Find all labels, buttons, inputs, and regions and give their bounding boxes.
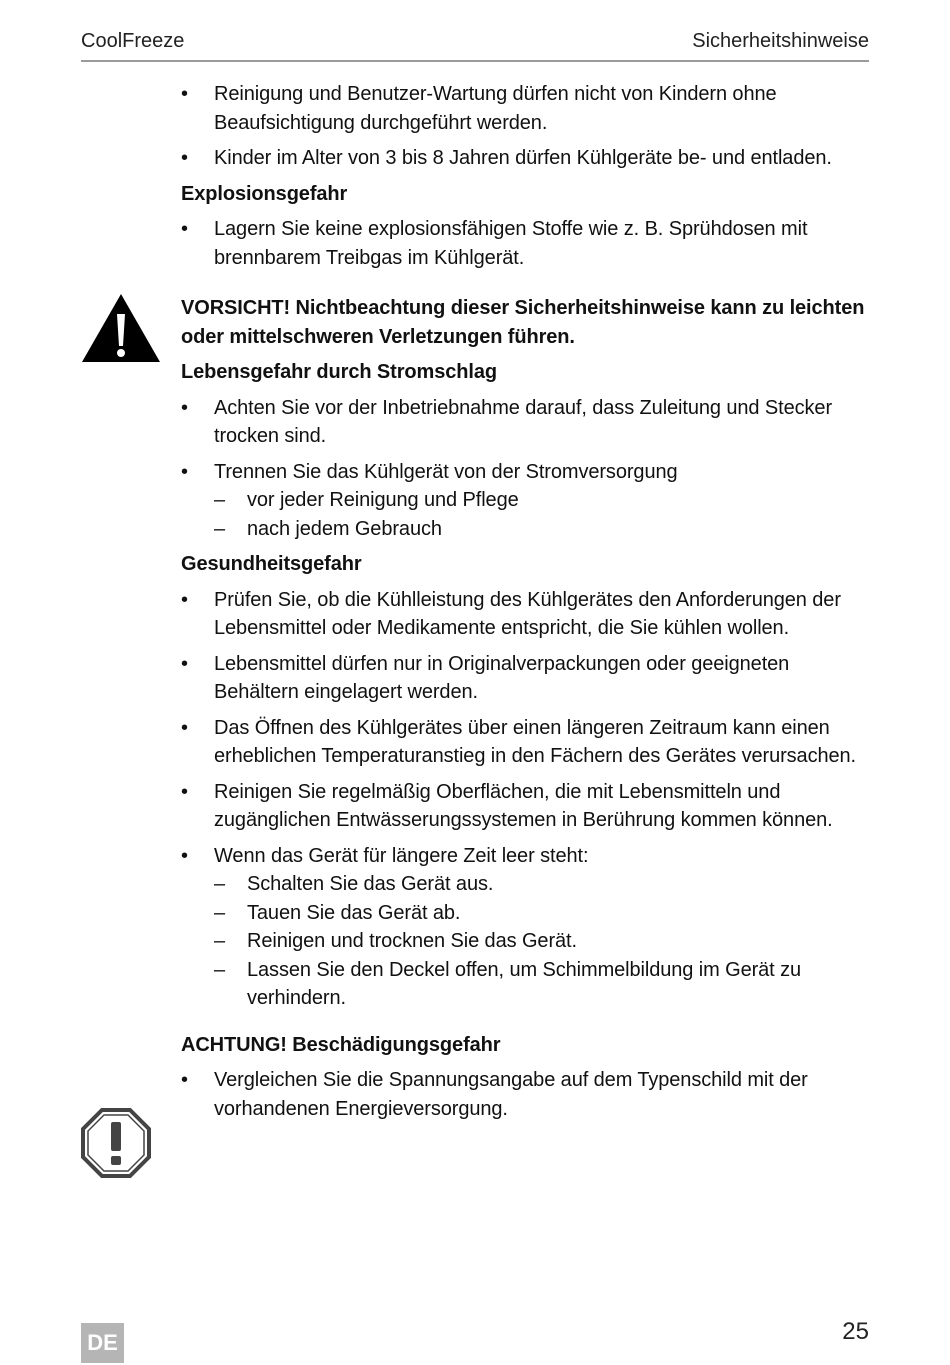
- list-item: • Lagern Sie keine explosionsfähigen Stoffe wie z. B. Sprühdosen mit brennbarem Treibgas im Kühlgerät.: [181, 218, 808, 269]
- sub-list-item: – vor jeder Reinigung und Pflege: [214, 489, 519, 511]
- language-badge: DE: [81, 1323, 124, 1363]
- header-product: CoolFreeze: [81, 30, 185, 52]
- list-item: • Trennen Sie das Kühlgerät von der Stromversorgung – vor jeder Reinigung und Pflege – nach jedem Gebrauch: [181, 458, 871, 544]
- list-item: • Reinigen Sie regelmäßig Oberflächen, die mit Lebensmitteln und zugänglichen Entwässerungssystemen in Berührung kommen können.: [181, 780, 833, 831]
- damage-notice: ACHTUNG! Beschädigungsgefahr: [181, 1033, 501, 1056]
- section-heading-electric-shock: Lebensgefahr durch Stromschlag: [181, 361, 497, 383]
- list-item: • Das Öffnen des Kühlgerätes über einen längeren Zeitraum kann einen erheblichen Temperaturanstieg in den Fächern des Gerätes verursachen.: [181, 716, 856, 767]
- page-content: [181, 80, 871, 1130]
- list-item: • Wenn das Gerät für längere Zeit leer steht: – Schalten Sie das Gerät aus. – Tauen Sie das Gerät ab. – Reinigen und trocknen Sie das Gerät. – Lassen Sie den Deckel offen, um Schimmelbildung im Gerät zu verhindern.: [181, 842, 871, 1013]
- list-item: • Vergleichen Sie die Spannungsangabe auf dem Typenschild mit der vorhandenen Energieversorgung.: [181, 1069, 808, 1120]
- header-section: Sicherheitshinweise: [692, 30, 869, 52]
- section-heading-health: Gesundheitsgefahr: [181, 553, 362, 575]
- caution-notice: VORSICHT! Nichtbeachtung dieser Sicherheitshinweise kann zu leichten oder mittelschweren Verletzungen führen.: [181, 297, 865, 348]
- sub-list-item: – nach jedem Gebrauch: [214, 517, 442, 540]
- sub-list-item: – Schalten Sie das Gerät aus.: [214, 873, 494, 895]
- list-item: • Lebensmittel dürfen nur in Originalverpackungen oder geeigneten Behältern eingelagert werden.: [181, 652, 790, 703]
- list-item: • Achten Sie vor der Inbetriebnahme darauf, dass Zuleitung und Stecker trocken sind.: [181, 396, 833, 447]
- list-item: • Reinigung und Benutzer-Wartung dürfen nicht von Kindern ohne Beaufsichtigung durchgeführt werden.: [181, 83, 777, 134]
- page-header: [81, 30, 869, 62]
- section-heading-explosion: Explosionsgefahr: [181, 182, 348, 205]
- sub-list-item: – Lassen Sie den Deckel offen, um Schimmelbildung im Gerät zu verhindern.: [214, 958, 802, 1009]
- list-item: • Kinder im Alter von 3 bis 8 Jahren dürfen Kühlgeräte be- und entladen.: [181, 147, 832, 169]
- page-number: 25: [842, 1318, 869, 1345]
- octagon-exclamation-icon: [80, 1107, 152, 1179]
- sub-list-item: – Reinigen und trocknen Sie das Gerät.: [214, 930, 577, 952]
- warning-triangle-icon: [80, 292, 162, 364]
- sub-list-item: – Tauen Sie das Gerät ab.: [214, 901, 461, 924]
- list-item: • Prüfen Sie, ob die Kühlleistung des Kühlgerätes den Anforderungen der Lebensmittel oder Medikamente entspricht, die Sie kühlen wollen.: [181, 588, 841, 639]
